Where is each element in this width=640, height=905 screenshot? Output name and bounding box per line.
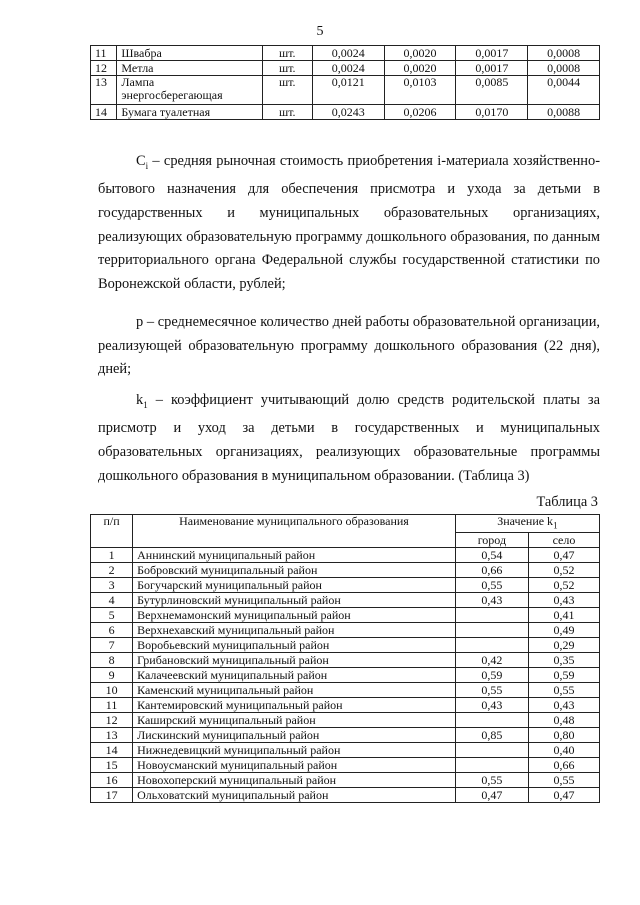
paragraph-ci [98,150,600,296]
table-row [91,46,600,61]
district-name: Лискинский муниципальный район [133,728,456,743]
district-name: Новоусманский муниципальный район [133,758,456,773]
district-village-value: 0,43 [528,593,599,608]
item-value-1: 0,0243 [312,105,384,120]
item-name: Бумага туалетная [117,105,262,120]
district-num: 17 [91,788,133,803]
ci-body: – средняя рыночная стоимость приобретения i-материала хозяйственно-бытового назначения для обеспечения присмотра и ухода за детьми в государственных и муниципальных образовательных организациях, реализующих образовательную программу дошкольного образования, по данным территориального органа Федеральной службы государственной статистики по Воронежской области, рублей; [98,153,600,292]
district-name: Нижнедевицкий муниципальный район [133,743,456,758]
table-row [91,593,600,608]
district-num: 16 [91,773,133,788]
district-city-value [455,743,528,758]
item-unit: шт. [262,105,312,120]
k1-symbol: k [136,392,144,408]
district-city-value: 0,66 [455,563,528,578]
district-city-value [455,638,528,653]
items-table [90,45,600,120]
district-num: 5 [91,608,133,623]
table-row [91,623,600,638]
table-row [91,608,600,623]
table-row [91,758,600,773]
item-value-3: 0,0017 [456,61,528,76]
district-city-value: 0,47 [455,788,528,803]
item-value-1: 0,0121 [312,76,384,105]
district-num: 4 [91,593,133,608]
district-city-value: 0,55 [455,773,528,788]
district-name: Кантемировский муниципальный район [133,698,456,713]
district-city-value [455,713,528,728]
item-unit: шт. [262,46,312,61]
paragraph-ci-text [98,150,600,296]
district-name: Воробьевский муниципальный район [133,638,456,653]
item-num: 11 [91,46,117,61]
district-num: 13 [91,728,133,743]
district-city-value: 0,43 [455,698,528,713]
item-value-4: 0,0088 [528,105,600,120]
district-village-value: 0,49 [528,623,599,638]
header-num: п/п [91,515,133,548]
district-name: Каменский муниципальный район [133,683,456,698]
item-num: 13 [91,76,117,105]
district-num: 1 [91,548,133,563]
district-village-value: 0,43 [528,698,599,713]
table-caption: Таблица 3 [536,494,598,510]
table-row [91,638,600,653]
item-num: 12 [91,61,117,76]
district-village-value: 0,55 [528,683,599,698]
item-value-2: 0,0103 [384,76,456,105]
page-number: 5 [316,24,324,39]
district-village-value: 0,59 [528,668,599,683]
item-name: Лампа энергосберегающая [117,76,262,105]
district-village-value: 0,35 [528,653,599,668]
k1-body: – коэффициент учитывающий долю средств родительской платы за присмотр и уход за детьми в государственных и муниципальных образовательных организациях, реализующих образовательные программы дошкольного образования в муниципальном образовании. (Таблица 3) [98,392,600,484]
districts-table-head [91,515,600,548]
district-num: 9 [91,668,133,683]
district-village-value: 0,55 [528,773,599,788]
table-row [91,563,600,578]
district-name: Ольховатский муниципальный район [133,788,456,803]
district-name: Новохоперский муниципальный район [133,773,456,788]
district-num: 7 [91,638,133,653]
district-num: 2 [91,563,133,578]
table-row [91,683,600,698]
district-name: Верхнемамонский муниципальный район [133,608,456,623]
item-name: Метла [117,61,262,76]
district-name: Верхнехавский муниципальный район [133,623,456,638]
district-num: 14 [91,743,133,758]
ci-subscript: i [145,160,149,171]
district-city-value [455,608,528,623]
district-village-value: 0,66 [528,758,599,773]
district-name: Бобровский муниципальный район [133,563,456,578]
district-name: Бутурлиновский муниципальный район [133,593,456,608]
district-num: 6 [91,623,133,638]
district-num: 11 [91,698,133,713]
item-unit: шт. [262,61,312,76]
district-village-value: 0,47 [528,548,599,563]
paragraph-p-text: p – среднемесячное количество дней работы образовательной организации, реализующей образовательную программу дошкольного образования (22 дня), дней; [98,314,600,378]
item-value-3: 0,0017 [456,46,528,61]
header-city: город [455,533,528,548]
item-value-2: 0,0206 [384,105,456,120]
district-num: 10 [91,683,133,698]
district-num: 15 [91,758,133,773]
district-city-value: 0,85 [455,728,528,743]
district-village-value: 0,52 [528,578,599,593]
k1-subscript: 1 [143,399,148,410]
item-value-1: 0,0024 [312,46,384,61]
item-value-3: 0,0085 [456,76,528,105]
item-value-4: 0,0008 [528,46,600,61]
item-name: Швабра [117,46,262,61]
item-value-4: 0,0044 [528,76,600,105]
table-row [91,743,600,758]
table-row [91,713,600,728]
district-city-value: 0,55 [455,578,528,593]
table-row [91,548,600,563]
district-village-value: 0,48 [528,713,599,728]
header-row [91,515,600,533]
header-value [455,515,599,533]
table-row [91,773,600,788]
district-city-value [455,623,528,638]
district-village-value: 0,41 [528,608,599,623]
district-name: Грибановский муниципальный район [133,653,456,668]
header-value-subscript: 1 [553,520,558,531]
table-row [91,105,600,120]
district-village-value: 0,40 [528,743,599,758]
paragraph-k1-text [98,389,600,488]
district-name: Аннинский муниципальный район [133,548,456,563]
header-value-text: Значение k [497,514,554,528]
district-city-value: 0,55 [455,683,528,698]
table-row [91,788,600,803]
district-city-value: 0,59 [455,668,528,683]
table-row [91,728,600,743]
district-city-value: 0,42 [455,653,528,668]
table-row [91,61,600,76]
item-num: 14 [91,105,117,120]
district-city-value: 0,43 [455,593,528,608]
district-village-value: 0,29 [528,638,599,653]
table-row [91,653,600,668]
header-name: Наименование муниципального образования [133,515,456,548]
table-row [91,578,600,593]
item-value-1: 0,0024 [312,61,384,76]
district-city-value [455,758,528,773]
district-village-value: 0,47 [528,788,599,803]
table-row [91,698,600,713]
district-num: 8 [91,653,133,668]
district-village-value: 0,52 [528,563,599,578]
district-num: 3 [91,578,133,593]
item-unit: шт. [262,76,312,105]
districts-table-body [91,548,600,803]
paragraph-k1 [98,389,600,488]
items-table-body [91,46,600,120]
ci-symbol: C [136,153,146,169]
item-value-2: 0,0020 [384,61,456,76]
item-value-3: 0,0170 [456,105,528,120]
table-row [91,76,600,105]
paragraph-p [98,311,600,382]
districts-table [90,514,600,803]
district-name: Калачеевский муниципальный район [133,668,456,683]
header-village: село [528,533,599,548]
table-row [91,668,600,683]
district-name: Богучарский муниципальный район [133,578,456,593]
district-name: Каширский муниципальный район [133,713,456,728]
item-value-4: 0,0008 [528,61,600,76]
item-value-2: 0,0020 [384,46,456,61]
district-village-value: 0,80 [528,728,599,743]
district-num: 12 [91,713,133,728]
district-city-value: 0,54 [455,548,528,563]
